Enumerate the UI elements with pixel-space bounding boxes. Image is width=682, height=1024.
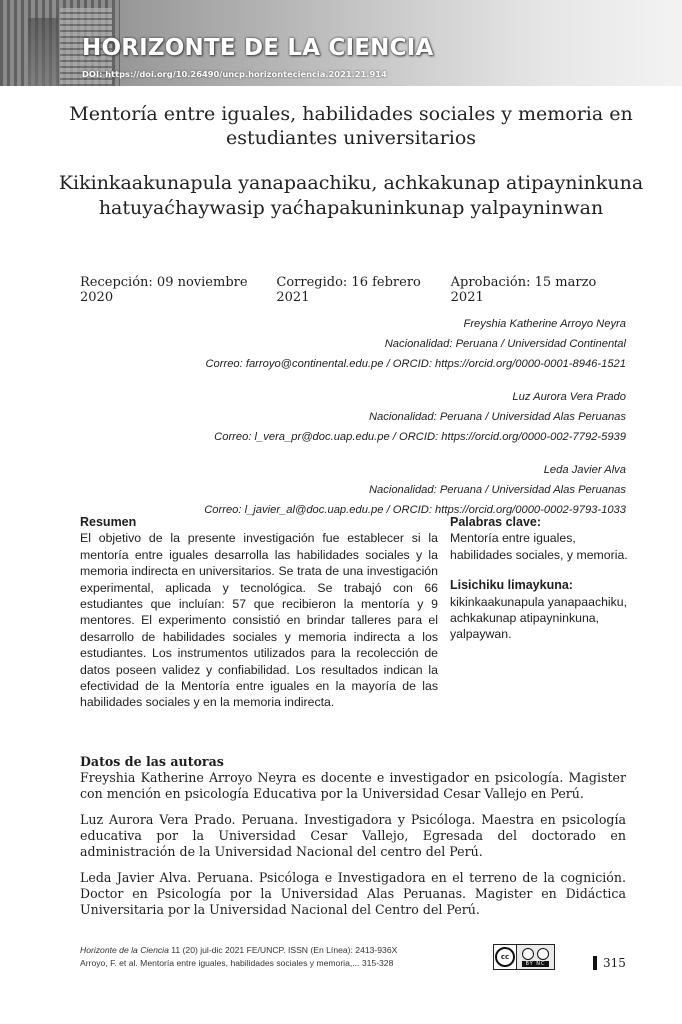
author-affiliation: Nacionalidad: Peruana / Universidad Alas Peruanas <box>368 411 626 423</box>
author-data-heading: Datos de las autoras <box>80 754 224 769</box>
author-data-section <box>80 754 626 928</box>
author-affiliation: Nacionalidad: Peruana / Universidad Alas Peruanas <box>368 484 626 496</box>
keywords-quechua <box>450 577 630 643</box>
author-list <box>66 314 626 533</box>
author-entry <box>66 460 626 520</box>
abstract-section <box>80 514 438 711</box>
author-entry <box>66 314 626 374</box>
author-bio: Leda Javier Alva. Peruana. Psicóloga e Investigadora en el terreno de la cognición. Doctor en Psicología por la Universidad Alas Peruanas. Magister en Didáctica Universitaria por la Universidad Nacional del Centro del Perú. <box>80 870 626 917</box>
cc-terms-area <box>517 945 554 969</box>
page-footer <box>80 944 397 970</box>
keywords-qu-heading: Lisichiku limaykuna: <box>450 578 573 593</box>
cc-icon: cc <box>495 947 515 967</box>
author-contact[interactable]: Correo: l_vera_pr@doc.uap.edu.pe / ORCID: https://orcid.org/0000-002-7792-5939 <box>214 431 626 443</box>
footer-issue-info: 11 (20) jul-dic 2021 FE/UNCP. ISSN (En Línea): 2413-936X <box>168 945 398 955</box>
footer-journal-name: Horizonte de la Ciencia <box>80 945 169 955</box>
author-contact[interactable]: Correo: l_javier_al@doc.uap.edu.pe / ORCID: https://orcid.org/0000-0002-9793-1033 <box>204 504 626 516</box>
noncommercial-icon <box>537 948 549 960</box>
author-bio: Luz Aurora Vera Prado. Peruana. Investigadora y Psicóloga. Maestra en psicología educativa por la Universidad Cesar Vallejo, Egresada del doctorado en administración de la Universidad Nacional del centro del Perú. <box>80 812 626 859</box>
author-name: Freyshia Katherine Arroyo Neyra <box>463 318 626 330</box>
author-affiliation: Nacionalidad: Peruana / Universidad Continental <box>384 338 626 350</box>
author-contact[interactable]: Correo: farroyo@continental.edu.pe / ORCID: https://orcid.org/0000-0001-8946-1521 <box>205 358 626 370</box>
author-entry <box>66 387 626 447</box>
abstract-text: El objetivo de la presente investigación fue establecer si la mentoría entre iguales desarrolla las habilidades sociales y la memoria indirecta en universitarios. Se trata de una investigación experimental, aplicada y tecnológica. Se trabajó con 66 estudiantes que incluían: 57 que recibieron la mentoría y 9 mentores. El experimento consistió en brindar talleres para el desarrollo de habilidades sociales y memoria indirecta a los estudiantes. Los instrumentos utilizados para la recolección de datos poseen validez y confiabilidad. Los resultados indican la efectividad de la Mentoría entre iguales en la mayoría de las habilidades sociales y en la memoria indirecta. <box>80 531 438 710</box>
page-number-bar <box>593 956 597 970</box>
journal-header-banner <box>0 0 682 86</box>
approval-date: Aprobación: 15 marzo 2021 <box>450 275 597 305</box>
title-quechua: Kikinkaakunapula yanapaachiku, achkakunap atipayninkuna hatuyaćhaywasip yaćhapakuninkunap yalpayninwan <box>58 172 644 219</box>
keywords-heading: Palabras clave: <box>450 515 542 529</box>
author-name: Luz Aurora Vera Prado <box>512 391 626 403</box>
corrected-date: Corregido: 16 febrero 2021 <box>276 275 421 305</box>
footer-citation-line2: Arroyo, F. et al. Mentoría entre iguales, habilidades sociales y memoria,... 315-328 <box>80 958 394 968</box>
reception-date: Recepción: 09 noviembre 2020 <box>80 275 248 305</box>
cc-license-badge[interactable] <box>493 944 555 970</box>
article-dates <box>80 275 626 305</box>
attribution-icon <box>522 948 534 960</box>
keywords-text: Mentoría entre iguales, habilidades sociales, y memoria. <box>450 531 628 562</box>
cc-terms-icons <box>522 948 549 960</box>
title-spanish: Mentoría entre iguales, habilidades sociales y memoria en estudiantes universitarios <box>69 103 633 149</box>
footer-citation-line1 <box>80 944 397 957</box>
journal-name: HORIZONTE DE LA CIENCIA <box>82 35 434 61</box>
page-number: 315 <box>603 956 626 970</box>
keywords-qu-text: kikinkaakunapula yanapaachiku, achkakunap atipayninkuna, yalpaywan. <box>450 594 628 642</box>
keywords-spanish <box>450 514 630 563</box>
keywords-section <box>450 514 630 657</box>
cc-license-label: BY NC <box>522 961 548 967</box>
author-bio: Freyshia Katherine Arroyo Neyra es docente e investigador en psicología. Magister con mención en psicología Educativa por la Universidad Cesar Vallejo en Perú. <box>80 770 626 801</box>
doi-link[interactable]: DOI: https://doi.org/10.26490/uncp.horizonteciencia.2021.21.914 <box>82 69 387 79</box>
author-name: Leda Javier Alva <box>543 464 626 476</box>
abstract-heading: Resumen <box>80 515 137 529</box>
cc-logo-area <box>494 945 517 969</box>
building-tower-image <box>28 18 58 86</box>
